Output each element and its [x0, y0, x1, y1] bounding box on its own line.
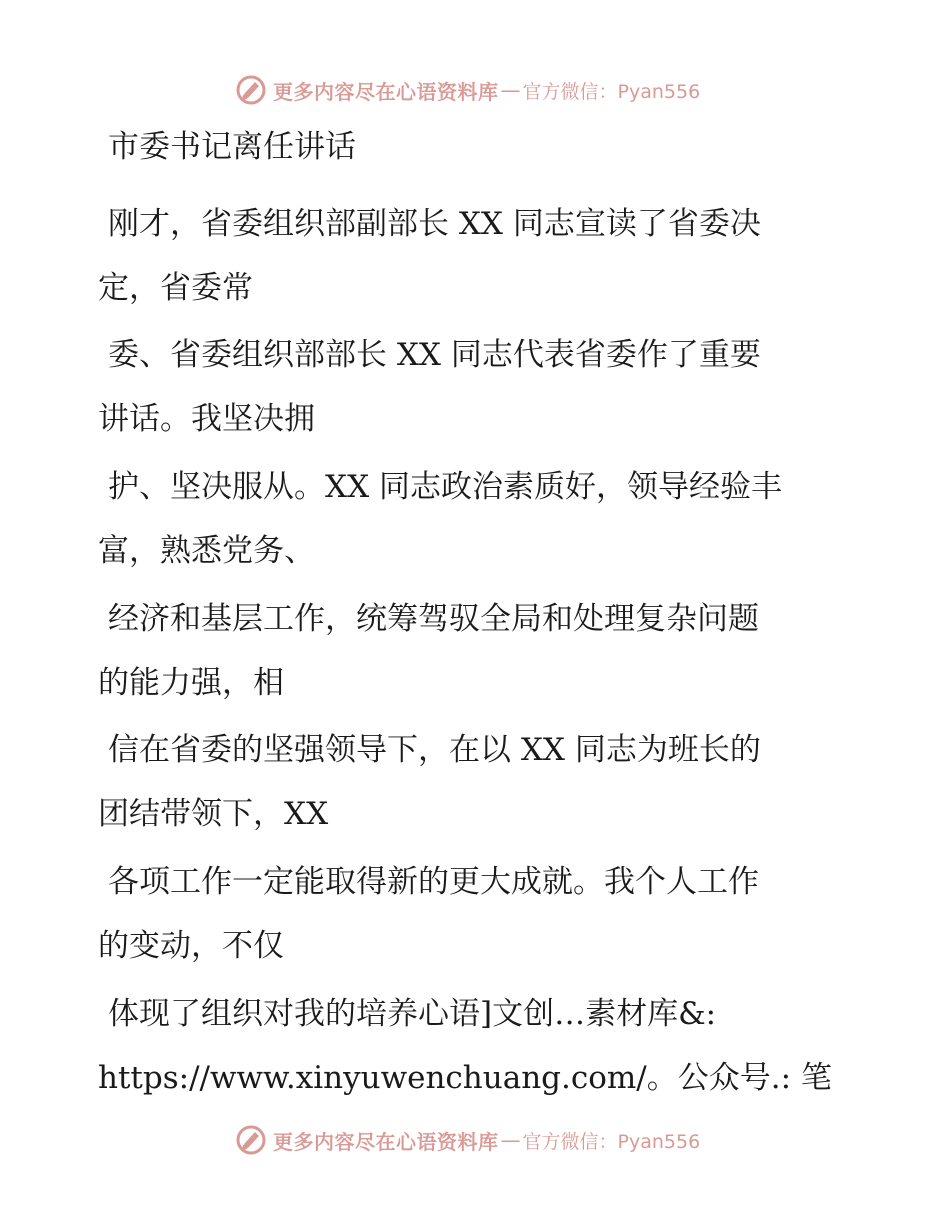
paragraph-1	[98, 192, 858, 320]
paragraph-line: 讲话。我坚决拥	[98, 401, 315, 437]
watermark-separator: —	[500, 1128, 521, 1152]
paragraph-line: https://www.xinyuwenchuang.com/。公众号.: 笔	[98, 1060, 832, 1096]
paragraph-line: 刚才，省委组织部副部长 XX 同志宣读了省委决	[108, 206, 761, 242]
paragraph-line: 委、省委组织部部长 XX 同志代表省委作了重要	[108, 337, 761, 373]
document-title: 市委书记离任讲话	[108, 129, 356, 165]
footer-watermark	[235, 1123, 700, 1157]
watermark-text: 更多内容尽在心语资料库	[273, 1129, 499, 1154]
paragraph-line: 各项工作一定能取得新的更大成就。我个人工作	[108, 864, 759, 900]
watermark-logo-icon	[235, 74, 267, 106]
paragraph-line: 富，熟悉党务、	[98, 533, 315, 569]
paragraph-line: 体现了组织对我的培养心语]文创…素材库&:	[108, 996, 717, 1032]
paragraph-line: 经济和基层工作，统筹驾驭全局和处理复杂问题	[108, 601, 759, 637]
paragraph-line: 的变动，不仅	[98, 928, 284, 964]
watermark-logo-icon	[235, 1124, 267, 1156]
header-watermark	[235, 73, 700, 107]
paragraph-3	[98, 455, 858, 583]
paragraph-7	[98, 982, 858, 1110]
paragraph-6	[98, 850, 858, 978]
paragraph-line: 护、坚决服从。XX 同志政治素质好，领导经验丰	[108, 469, 782, 505]
paragraph-5	[98, 718, 858, 846]
watermark-account: 官方微信：Pyan556	[522, 1130, 701, 1153]
watermark-separator: —	[500, 78, 521, 102]
paragraph-2	[98, 323, 858, 451]
paragraph-line: 定，省委常	[98, 270, 253, 306]
paragraph-line: 团结带领下，XX	[98, 796, 329, 832]
paragraph-line: 信在省委的坚强领导下，在以 XX 同志为班长的	[108, 732, 761, 768]
watermark-text: 更多内容尽在心语资料库	[273, 79, 499, 104]
paragraph-line: 的能力强，相	[98, 665, 284, 701]
watermark-account: 官方微信：Pyan556	[522, 80, 701, 103]
paragraph-4	[98, 587, 858, 715]
